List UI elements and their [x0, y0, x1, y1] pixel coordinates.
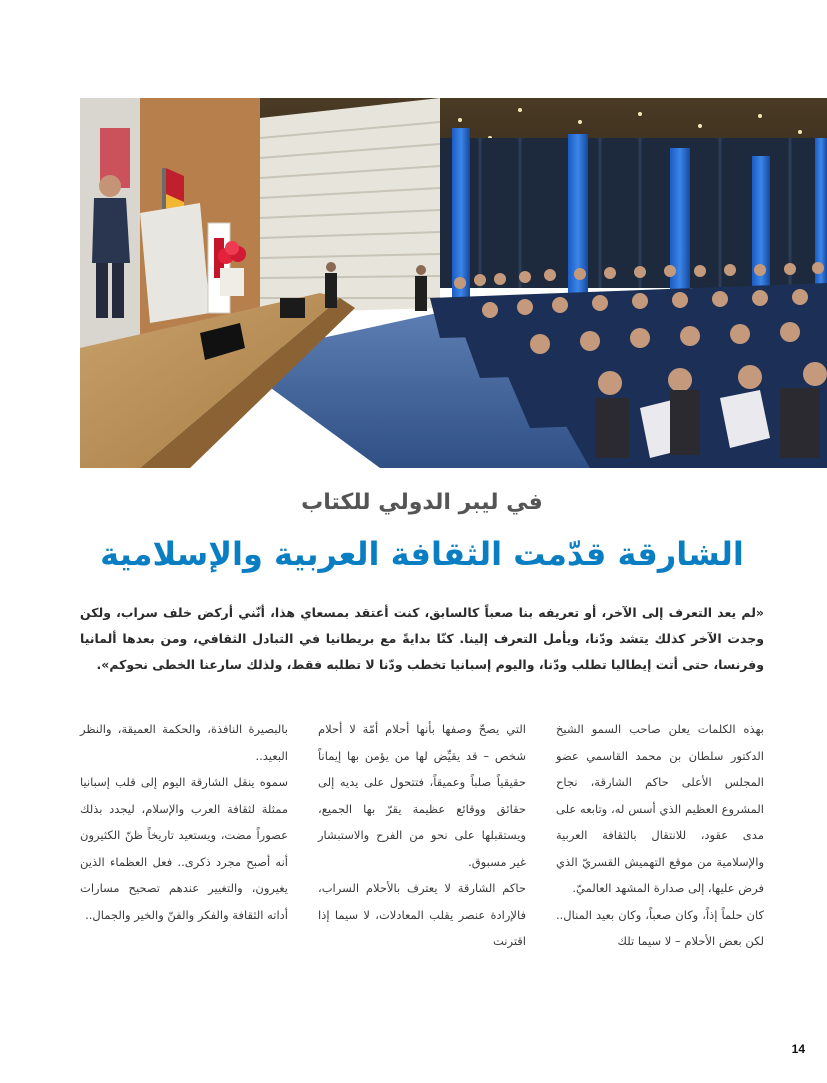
conference-photo — [80, 98, 827, 468]
article-column-1 — [556, 716, 764, 955]
article-column-3 — [80, 716, 288, 928]
paragraph: بالبصيرة النافذة، والحكمة العميقة، والنظر البعيد.. — [80, 722, 288, 763]
paragraph: كان حلماً إذاً، وكان صعباً، وكان بعيد المنال.. لكن بعض الأحلام – لا سيما تلك — [556, 907, 764, 948]
paragraph: التي يصحّ وصفها بأنها أحلام أمّة لا أحلام شخص – قد يقيِّض لها من يؤمن بها إيماناً حقيقياً صلباً وعميقاً، فتتحول على يديه إلى حقائق ووقائع عظيمة يقرّ بها الجميع، ويستقبلها على نحو من الفرح والاستبشار غير مسبوق. — [318, 722, 526, 869]
page-number: 14 — [791, 1042, 805, 1056]
article-headline: الشارقة قدّمت الثقافة العربية والإسلامية — [100, 535, 744, 573]
paragraph: بهذه الكلمات يعلن صاحب السمو الشيخ الدكتور سلطان بن محمد القاسمي عضو المجلس الأعلى حاكم الشارقة، نجاح المشروع العظيم الذي أسس له، وتابعه على مدى عقود، للانتقال بالثقافة العربية والإسلامية من موقع التهميش القسريّ الذي فرض عليها، إلى صدارة المشهد العالميّ. — [556, 722, 764, 895]
conference-photo-illustration — [80, 98, 827, 468]
article-quote: «لم يعد التعرف إلى الآخر، أو تعريفه بنا صعباً كالسابق، كنت أعتقد بمسعاي هذا، أنّني أركض خلف سراب، ولكن وجدت الآخر كذلك يتشد ودّنا، ويأمل التعرف إلينا. كنّا بدايةً مع بريطانيا في التبادل الثقافي، ومن بعدها ألمانيا وفرنسا، حتى أتت إيطاليا تطلب ودّنا، واليوم إسبانيا تخطب ودّنا لا تطلبه فقط، ولذلك سارعنا الخطى نحوكم». — [80, 605, 764, 672]
article-column-2 — [318, 716, 526, 955]
paragraph: حاكم الشارقة لا يعترف بالأحلام السراب، فالإرادة عنصر يقلب المعادلات، لا سيما إذا اقترنت — [318, 881, 526, 948]
paragraph: سموه ينقل الشارقة اليوم إلى قلب إسبانيا ممثلة لثقافة العرب والإسلام، ليجدد بذلك عصوراً مضت، ويستعيد تاريخاً ظنّ الكثيرون أنه أصبح مجرد ذكرى.. فعل العظماء الذين يغيرون، والتغيير عندهم تصحيح مسارات أداته الثقافة والفكر والفنّ والخير والجمال.. — [80, 775, 288, 922]
article-kicker: في ليبر الدولي للكتاب — [301, 490, 543, 515]
